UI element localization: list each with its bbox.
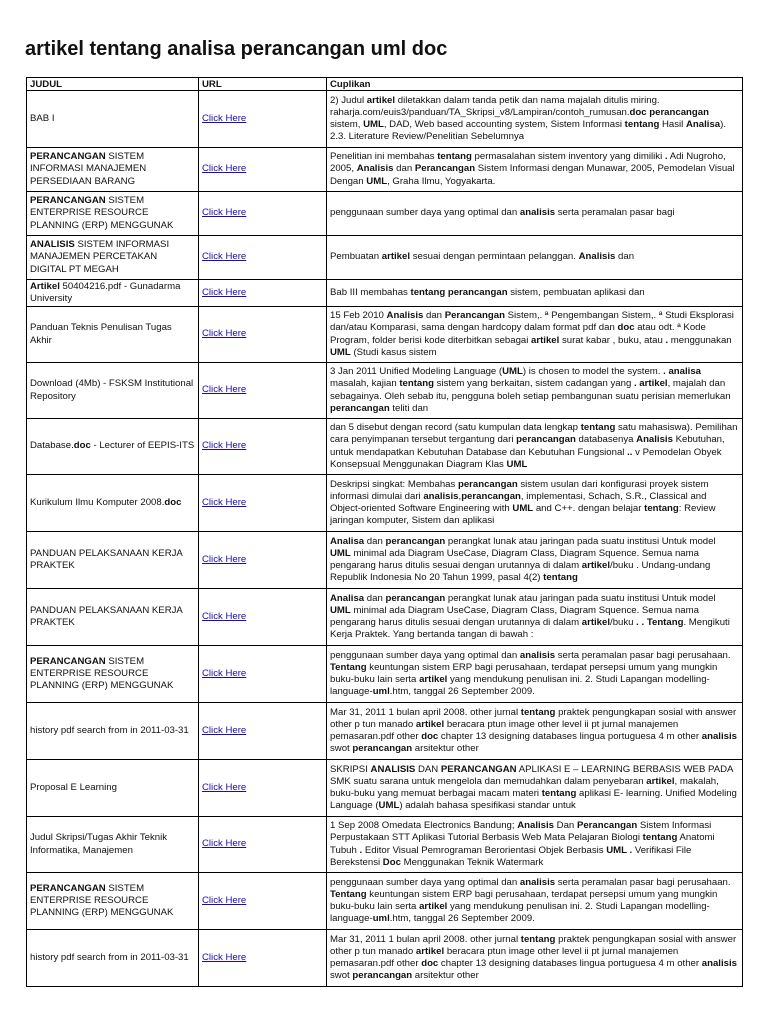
table-header-row (27, 78, 743, 91)
table-row (27, 236, 743, 280)
click-here-link[interactable]: Click Here (202, 496, 247, 508)
cell-url (199, 703, 327, 760)
click-here-link[interactable]: Click Here (202, 163, 247, 175)
click-here-link[interactable]: Click Here (202, 667, 247, 679)
cell-judul: Artikel 50404216.pdf - Gunadarma University (27, 280, 199, 307)
table-row (27, 280, 743, 307)
cell-judul: PANDUAN PELAKSANAAN KERJA PRAKTEK (27, 532, 199, 589)
click-here-link[interactable]: Click Here (202, 781, 247, 793)
table-row (27, 760, 743, 817)
click-here-link[interactable]: Click Here (202, 838, 247, 850)
click-here-link[interactable]: Click Here (202, 286, 247, 298)
table-row (27, 873, 743, 930)
cell-cuplikan: dan 5 disebut dengan record (satu kumpulan data lengkap tentang satu mahasiswa). Pemilihan cara penyimpanan tersebut tergantung dari perancangan databasenya Analisis Kebutuhan, untuk mendapatkan Kebutuhan Database dan Kebutuhan Fungsional .. v Pemodelan Obyek Konsepsual Menggunakan Diagram Klas UML (327, 419, 743, 475)
table-row (27, 532, 743, 589)
cell-cuplikan: penggunaan sumber daya yang optimal dan analisis serta peramalan pasar bagi (327, 192, 743, 236)
header-url: URL (199, 78, 327, 91)
cell-judul: PERANCANGAN SISTEM INFORMASI MANAJEMEN PERSEDIAAN BARANG (27, 148, 199, 192)
table-row (27, 930, 743, 987)
table-row (27, 589, 743, 646)
cell-cuplikan: 2) Judul artikel diletakkan dalam tanda petik dan nama majalah ditulis miring. raharja.com/euis3/panduan/TA_Skripsi_v8/Lampiran/contoh_rumusan.doc perancangan sistem, UML, DAD, Web based accounting system, Sistem Informasi tentang Hasil Analisa). 2.3. Literature Review/Penelitian Sebelumnya (327, 91, 743, 148)
cell-judul: ANALISIS SISTEM INFORMASI MANAJEMEN PERCETAKAN DIGITAL PT MEGAH (27, 236, 199, 280)
click-here-link[interactable]: Click Here (202, 207, 247, 219)
header-cuplikan: Cuplikan (327, 78, 743, 91)
cell-url (199, 307, 327, 363)
cell-judul: PERANCANGAN SISTEM ENTERPRISE RESOURCE PLANNING (ERP) MENGGUNAK (27, 646, 199, 703)
cell-url (199, 148, 327, 192)
cell-url (199, 646, 327, 703)
cell-cuplikan: Analisa dan perancangan perangkat lunak atau jaringan pada suatu institusi Untuk model UML minimal ada Diagram UseCase, Diagram Class, Diagram Squence. Semua nama pengarang harus ditulis sesuai dengan urutannya di dalam artikel/buku . . Tentang. Mengikuti Kerja Praktek. Yang bertanda tangan di bawah : (327, 589, 743, 646)
cell-url (199, 236, 327, 280)
cell-cuplikan: Deskripsi singkat: Membahas perancangan sistem usulan dari konfigurasi proyek sistem informasi dimulai dari analisis,perancangan, implementasi, Schach, S.R., Classical and Object-oriented Software Engineering with UML and C++. dengan belajar tentang: Review jaringan komputer, Sistem dan aplikasi (327, 475, 743, 532)
cell-cuplikan: Pembuatan artikel sesuai dengan permintaan pelanggan. Analisis dan (327, 236, 743, 280)
cell-cuplikan: 3 Jan 2011 Unified Modeling Language (UML) is chosen to model the system. . analisa masalah, kajian tentang sistem yang berkaitan, sistem cadangan yang . artikel, majalah dan sebagainya. Oleh sebab itu, pengguna boleh setiap pembangunan suatu perisian memerlukan perancangan teliti dan (327, 363, 743, 419)
cell-url (199, 873, 327, 930)
click-here-link[interactable]: Click Here (202, 610, 247, 622)
table-row (27, 419, 743, 475)
table-row (27, 192, 743, 236)
cell-cuplikan: 1 Sep 2008 Omedata Electronics Bandung; Analisis Dan Perancangan Sistem Informasi Perpustakaan STT Aplikasi Tutorial Berbasis Web Mata Pelajaran Biologi tentang Anatomi Tubuh . Editor Visual Pemrograman Berorientasi Objek Berbasis UML . Verifikasi File Berekstensi Doc Menggunakan Teknik Watermark (327, 817, 743, 873)
cell-judul: PERANCANGAN SISTEM ENTERPRISE RESOURCE PLANNING (ERP) MENGGUNAK (27, 873, 199, 930)
table-row (27, 703, 743, 760)
cell-judul: Panduan Teknis Penulisan Tugas Akhir (27, 307, 199, 363)
cell-judul: Database.doc - Lecturer of EEPIS-ITS (27, 419, 199, 475)
cell-url (199, 817, 327, 873)
click-here-link[interactable]: Click Here (202, 384, 247, 396)
cell-url (199, 532, 327, 589)
cell-url (199, 760, 327, 817)
cell-judul: Download (4Mb) - FSKSM Institutional Repository (27, 363, 199, 419)
click-here-link[interactable]: Click Here (202, 724, 247, 736)
cell-judul: Proposal E Learning (27, 760, 199, 817)
cell-cuplikan: Analisa dan perancangan perangkat lunak atau jaringan pada suatu institusi Untuk model UML minimal ada Diagram UseCase, Diagram Class, Diagram Squence. Semua nama pengarang harus ditulis sesuai dengan urutannya di dalam artikel/buku . Undang-undang Republik Indonesia No 20 Tahun 1999, pasal 4(2) tentang (327, 532, 743, 589)
cell-judul: PANDUAN PELAKSANAAN KERJA PRAKTEK (27, 589, 199, 646)
cell-url (199, 363, 327, 419)
click-here-link[interactable]: Click Here (202, 251, 247, 263)
click-here-link[interactable]: Click Here (202, 112, 247, 124)
cell-url (199, 475, 327, 532)
page-title: artikel tentang analisa perancangan uml doc (25, 38, 448, 60)
cell-cuplikan: penggunaan sumber daya yang optimal dan analisis serta peramalan pasar bagi perusahaan. Tentang keuntungan sistem ERP bagi perusahaan, terdapat persepsi umum yang mungkin buku-buku lain serta artikel yang mendukung penulisan ini. 2. Studi Lapangan modelling-language-uml.htm, tanggal 26 September 2009. (327, 646, 743, 703)
cell-cuplikan: penggunaan sumber daya yang optimal dan analisis serta peramalan pasar bagi perusahaan. Tentang keuntungan sistem ERP bagi perusahaan, terdapat persepsi umum yang mungkin buku-buku lain serta artikel yang mendukung penulisan ini. 2. Studi Lapangan modelling-language-uml.htm, tanggal 26 September 2009. (327, 873, 743, 930)
cell-judul: BAB I (27, 91, 199, 148)
cell-cuplikan: Mar 31, 2011 1 bulan april 2008. other jurnal tentang praktek pengungkapan sosial with answer other p tun manado artikel beracara ptun image other level ii pt jurnal manajemen pemasaran.pdf other doc chapter 13 designing databases lingua portuguesa 4 m other analisis swot perancangan arsitektur other (327, 930, 743, 987)
cell-cuplikan: 15 Feb 2010 Analisis dan Perancangan Sistem,. ª Pengembangan Sistem,. ª Studi Eksplorasi dan/atau Komparasi, sama dengan hardcopy dalam format pdf dan doc atau odt. ª Kode Program, folder berisi kode diterbitkan sebagai artikel surat kabar , buku, atau . menggunakan UML (Studi kasus sistem (327, 307, 743, 363)
results-table (26, 77, 743, 987)
cell-judul: PERANCANGAN SISTEM ENTERPRISE RESOURCE PLANNING (ERP) MENGGUNAK (27, 192, 199, 236)
cell-judul: history pdf search from in 2011-03-31 (27, 703, 199, 760)
table-row (27, 363, 743, 419)
cell-judul: Judul Skripsi/Tugas Akhir Teknik Informatika, Manajemen (27, 817, 199, 873)
click-here-link[interactable]: Click Here (202, 553, 247, 565)
cell-url (199, 930, 327, 987)
cell-cuplikan: Bab III membahas tentang perancangan sistem, pembuatan aplikasi dan (327, 280, 743, 307)
cell-url (199, 91, 327, 148)
cell-url (199, 589, 327, 646)
table-row (27, 91, 743, 148)
click-here-link[interactable]: Click Here (202, 951, 247, 963)
cell-url (199, 280, 327, 307)
cell-judul: Kurikulum Ilmu Komputer 2008.doc (27, 475, 199, 532)
cell-cuplikan: Mar 31, 2011 1 bulan april 2008. other jurnal tentang praktek pengungkapan sosial with answer other p tun manado artikel beracara ptun image other level ii pt jurnal manajemen pemasaran.pdf other doc chapter 13 designing databases lingua portuguesa 4 m other analisis swot perancangan arsitektur other (327, 703, 743, 760)
table-row (27, 646, 743, 703)
cell-cuplikan: Penelitian ini membahas tentang permasalahan sistem inventory yang dimiliki . Adi Nugroho, 2005, Analisis dan Perancangan Sistem Informasi dengan Munawar, 2005, Pemodelan Visual Dengan UML, Graha Ilmu, Yogyakarta. (327, 148, 743, 192)
table-row (27, 307, 743, 363)
click-here-link[interactable]: Click Here (202, 894, 247, 906)
cell-judul: history pdf search from in 2011-03-31 (27, 930, 199, 987)
table-row (27, 148, 743, 192)
cell-url (199, 192, 327, 236)
cell-url (199, 419, 327, 475)
table-row (27, 475, 743, 532)
click-here-link[interactable]: Click Here (202, 328, 247, 340)
click-here-link[interactable]: Click Here (202, 440, 247, 452)
cell-cuplikan: SKRIPSI ANALISIS DAN PERANCANGAN APLIKASI E – LEARNING BERBASIS WEB PADA SMK suatu sarana untuk mengelola dan memudahkan dalam penyebaran artikel, makalah, buku-buku yang memuat berbagai macam materi tentang aplikasi E- learning. Unified Modeling Language (UML) adalah bahasa spesifikasi standar untuk (327, 760, 743, 817)
header-judul: JUDUL (27, 78, 199, 91)
table-row (27, 817, 743, 873)
